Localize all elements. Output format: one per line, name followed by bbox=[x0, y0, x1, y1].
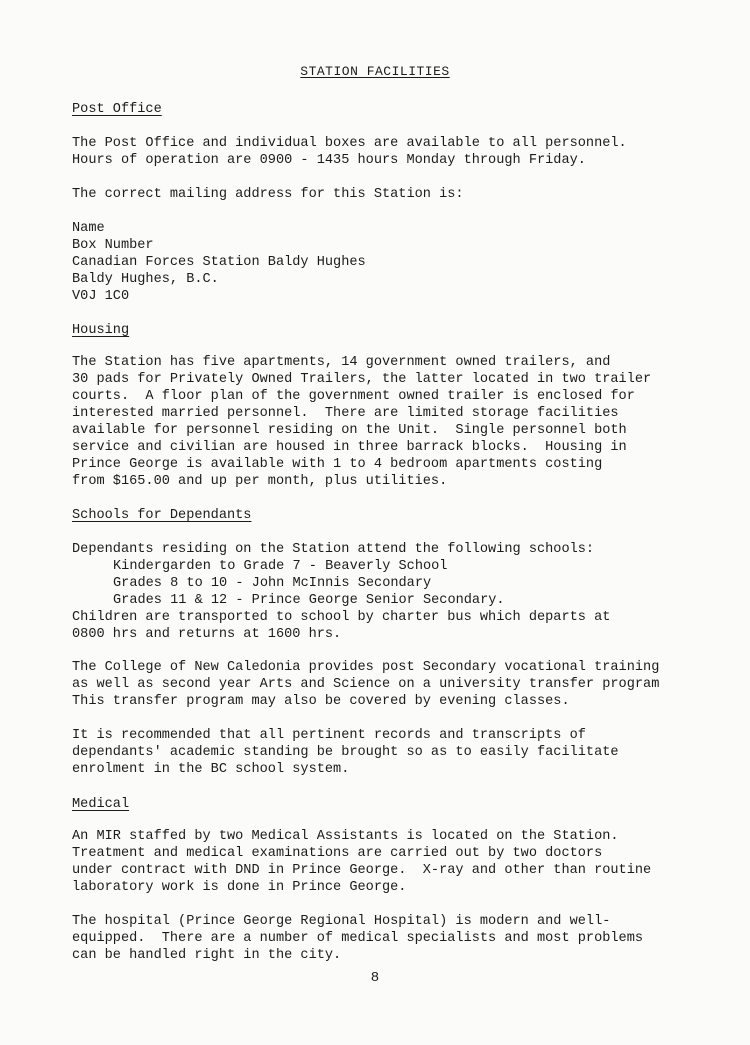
page-title: STATION FACILITIES bbox=[300, 64, 450, 79]
school-list-item: Kindergarden to Grade 7 - Beaverly School bbox=[113, 559, 448, 574]
post-office-paragraph: The Post Office and individual boxes are available to all personnel. Hours of operation are 0900 - 1435 hours Monday through Friday. bbox=[72, 136, 627, 168]
schools-paragraph: Dependants residing on the Station attend the following schools: Kindergarden to Grade 7 - Beaverly School Grades 8 to 10 - John McInnis Secondary Grades 11 & 12 - Prince George Senior Secondary. Children are transported to school by charter bus which departs at 0800 hrs and returns at 1600 hrs. bbox=[72, 541, 692, 643]
college-paragraph: The College of New Caledonia provides post Secondary vocational training as well as second year Arts and Science on a university transfer program This transfer program may also be covered by evening classes. bbox=[72, 660, 660, 709]
school-list-item: Grades 11 & 12 - Prince George Senior Secondary. bbox=[113, 593, 505, 608]
school-list-item: Grades 8 to 10 - John McInnis Secondary bbox=[113, 576, 432, 591]
schools-heading: Schools for Dependants bbox=[72, 508, 252, 523]
mailing-address-intro: The correct mailing address for this Station is: bbox=[72, 187, 464, 202]
post-office-heading: Post Office bbox=[72, 102, 162, 117]
medical-paragraph: An MIR staffed by two Medical Assistants is located on the Station. Treatment and medical examinations are carried out by two doctors under contract with DND in Prince George. X-ray and other than routine laboratory work is done in Prince George. bbox=[72, 829, 652, 895]
housing-paragraph: The Station has five apartments, 14 government owned trailers, and 30 pads for Privately Owned Trailers, the latter located in two trailer courts. A floor plan of the government owned trailer is enclosed for interested married personnel. There are limited storage facilities available for personnel residing on the Unit. Single personnel both service and civilian are housed in three barrack blocks. Housing in Prince George is available with 1 to 4 bedroom apartments costing from $165.00 and up per month, plus utilities. bbox=[72, 355, 652, 489]
records-paragraph: It is recommended that all pertinent records and transcripts of dependants' academic standing be brought so as to easily facilitate enrolment in the BC school system. bbox=[72, 728, 619, 777]
hospital-paragraph: The hospital (Prince George Regional Hospital) is modern and well- equipped. There are a number of medical specialists and most problems can be handled right in the city. bbox=[72, 914, 644, 963]
housing-heading: Housing bbox=[72, 323, 130, 338]
medical-heading: Medical bbox=[72, 797, 130, 812]
page-number: 8 bbox=[370, 970, 380, 986]
mailing-address: Name Box Number Canadian Forces Station Baldy Hughes Baldy Hughes, B.C. V0J 1C0 bbox=[72, 221, 366, 304]
